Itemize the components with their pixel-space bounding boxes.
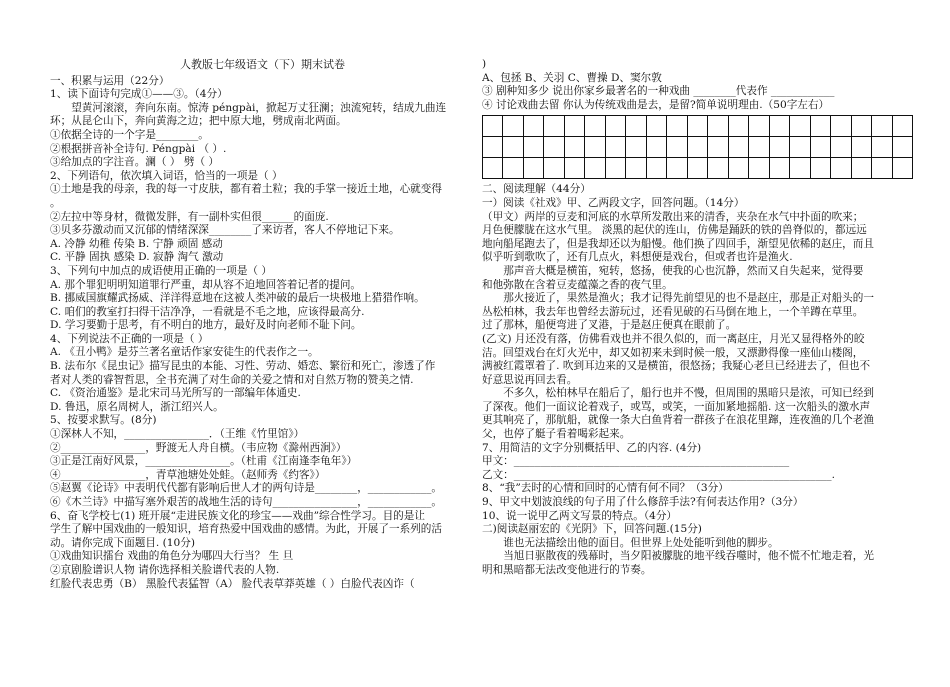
answer-grid-cell[interactable] bbox=[544, 137, 564, 158]
left-column bbox=[50, 58, 475, 591]
left-line: 者对人类的睿智哲思，全书充满了对生命的关爱之情和对自然万物的赞美之情. bbox=[50, 373, 414, 386]
left-line: 动。请你完成下面题目. (10分) bbox=[50, 536, 196, 549]
right_bottom-line: 7、用简洁的文字分别概括甲、乙的内容. (4分) bbox=[482, 441, 702, 454]
left-line: C. 平静 固执 感染 D. 寂静 淘气 激动 bbox=[50, 251, 224, 264]
right_bottom-line: 过了那林，船便弯进了叉港，于是赵庄便真在眼前了。 bbox=[482, 319, 737, 332]
answer-grid-cell[interactable] bbox=[544, 116, 564, 137]
right_bottom-line: 谁也无法描绘出他的面目。但世界上处处能听到他的脚步。 bbox=[503, 536, 779, 549]
right_bottom-line: 当旭日驱散夜的残幕时，当夕阳被朦胧的地平线吞噬时，他不慌不忙地走着，光 bbox=[503, 550, 874, 563]
right_bottom-line: 不多久，松柏林早在船后了，船行也并不慢，但周围的黑暗只是浓，可知已经到 bbox=[503, 387, 874, 400]
answer-grid-cell[interactable] bbox=[524, 158, 544, 179]
right_bottom-line: 好意思说再回去看。 bbox=[482, 373, 578, 386]
answer-grid-cell[interactable] bbox=[749, 137, 769, 158]
answer-grid-cell[interactable] bbox=[606, 137, 626, 158]
left-line: 3、下列句中加点的成语使用正确的一项是（ ） bbox=[50, 264, 272, 277]
right_bottom-line: 明和黑暗都无法改变他进行的节奏。 bbox=[482, 564, 652, 576]
answer-grid[interactable] bbox=[482, 115, 913, 179]
answer-grid-cell[interactable] bbox=[524, 137, 544, 158]
answer-grid-cell[interactable] bbox=[667, 137, 687, 158]
answer-grid-cell[interactable] bbox=[483, 158, 503, 179]
right_top-line: A、包拯 B、关羽 C、曹操 D、窦尔敦 bbox=[482, 71, 662, 84]
right_bottom-line: （甲文）两岸的豆麦和河底的水草所发散出来的清香，夹杂在水气中扑面的吹来； bbox=[482, 210, 864, 223]
answer-grid-cell[interactable] bbox=[688, 116, 708, 137]
answer-grid-cell[interactable] bbox=[565, 137, 585, 158]
answer-grid-cell[interactable] bbox=[893, 116, 913, 137]
right_bottom-line: 洁。回望戏台在灯火光中，却又如初来未到时候一般，又漂渺得像一座仙山楼阁， bbox=[482, 346, 864, 359]
left-line: ⑤赵翼《论诗》中表明代代都有影响后世人才的两句诗是________，____________。 bbox=[50, 482, 442, 495]
answer-grid-cell[interactable] bbox=[811, 116, 831, 137]
answer-grid-cell[interactable] bbox=[626, 158, 646, 179]
left-line: 1、读下面诗句完成①——③。（4分） bbox=[50, 88, 228, 101]
left-line: ①依据全诗的一个字是________。 bbox=[50, 128, 209, 141]
answer-grid-cell[interactable] bbox=[749, 116, 769, 137]
left-line: ①深林人不知，________________．（王维《竹里馆》） bbox=[50, 428, 305, 441]
answer-grid-cell[interactable] bbox=[483, 137, 503, 158]
answer-grid-cell[interactable] bbox=[483, 116, 503, 137]
answer-grid-cell[interactable] bbox=[708, 158, 728, 179]
left-line: 4、下列说法不正确的一项是（ ） bbox=[50, 332, 209, 345]
right_top-line: ④ 讨论戏曲去留 你认为传统戏曲是去，是留?简单说明理由.（50字左右） bbox=[482, 98, 830, 111]
answer-grid-cell[interactable] bbox=[729, 116, 749, 137]
right_bottom-line: 那火接近了，果然是渔火；我才记得先前望见的也不是赵庄，那是正对船头的一 bbox=[503, 292, 874, 305]
answer-grid-cell[interactable] bbox=[872, 116, 892, 137]
answer-grid-cell[interactable] bbox=[852, 116, 872, 137]
answer-grid-cell[interactable] bbox=[708, 116, 728, 137]
right_bottom-line: 甲文：____________________________________________________ bbox=[482, 455, 790, 468]
left-line: D. 学习要勤于思考，有不明白的地方，最好及时向老师不耻下问。 bbox=[50, 319, 362, 332]
left-line: A. 冷静 幼稚 传染 B. 宁静 顽固 感动 bbox=[50, 237, 223, 250]
answer-grid-cell[interactable] bbox=[770, 137, 790, 158]
answer-grid-cell[interactable] bbox=[565, 116, 585, 137]
left-line: B. 法布尔《昆虫记》描写昆虫的本能、习性、劳动、婚恋、繁衍和死亡，渗透了作 bbox=[50, 360, 436, 373]
right_bottom-line: 一）阅读《社戏》甲、乙两段文字，回答问题。（14分） bbox=[482, 196, 745, 209]
answer-grid-cell[interactable] bbox=[606, 158, 626, 179]
left-line: 望黄河滚滚，奔向东南。惊涛 péngpài，掀起万丈狂澜；浊流宛转，结成九曲连 bbox=[71, 101, 447, 114]
answer-grid-cell[interactable] bbox=[729, 158, 749, 179]
answer-grid-cell[interactable] bbox=[688, 137, 708, 158]
answer-grid-cell[interactable] bbox=[647, 137, 667, 158]
right_bottom-line: 那声音大概是横笛，宛转，悠扬，使我的心也沉静，然而又自失起来，觉得要 bbox=[503, 264, 864, 277]
right_bottom-line: 地向船尾跑去了，但是我却还以为船慢。他们换了四回手，渐望见依稀的赵庄，而且 bbox=[482, 237, 874, 250]
left-line: C. 咱们的教室打扫得干洁净净，一看就是不毛之地，应该得最高分. bbox=[50, 305, 365, 318]
left-line: ④________________，青草池塘处处蛙。（赵师秀《约客》） bbox=[50, 468, 326, 481]
answer-grid-cell[interactable] bbox=[872, 158, 892, 179]
answer-grid-cell[interactable] bbox=[831, 137, 851, 158]
right-bottom-content bbox=[482, 183, 922, 577]
answer-grid-cell[interactable] bbox=[893, 158, 913, 179]
left-line: 学生了解中国戏曲的一般知识，培育热爱中国戏曲的感情。为此，开展了一系列的活 bbox=[50, 523, 442, 536]
left-line: 红脸代表忠勇（B） 黑脸代表猛智（A） 脸代表草莽英雄（ ）白脸代表凶诈（ bbox=[50, 577, 415, 590]
answer-grid-cell[interactable] bbox=[503, 137, 523, 158]
left-line: ②根据拼音补全诗句. Péngpài （ ）. bbox=[50, 142, 227, 155]
left-line: ①土地是我的母亲，我的每一寸皮肤，都有着土粒；我的手掌一接近土地，心就变得 bbox=[50, 183, 442, 196]
left-line: ②京剧脸谱识人物 请你选择相关脸谱代表的人物. bbox=[50, 563, 280, 576]
answer-grid-cell[interactable] bbox=[852, 137, 872, 158]
answer-grid-cell[interactable] bbox=[770, 116, 790, 137]
left-line: 。 bbox=[50, 196, 61, 209]
right_bottom-line: 8、“我”去时的心情和回时的心情有何不同？（3分） bbox=[482, 482, 729, 495]
answer-grid-cell[interactable] bbox=[790, 116, 810, 137]
right_bottom-line: (乙文) 月还没有落，仿佛看戏也并不很久似的，而一离赵庄，月光又显得格外的皎 bbox=[482, 332, 865, 345]
answer-grid-cell[interactable] bbox=[811, 158, 831, 179]
right-column bbox=[482, 58, 922, 578]
answer-grid-cell[interactable] bbox=[667, 116, 687, 137]
left-line: ③给加点的字注音。澜（ ） 劈（ ） bbox=[50, 156, 220, 169]
left-line: 6、奋飞学校七(1) 班开展“走进民族文化的珍宝——戏曲”综合性学习。目的是让 bbox=[50, 509, 425, 522]
right_bottom-line: 二、阅读理解（44分） bbox=[482, 183, 591, 196]
right_bottom-line: 10、说一说甲乙两文写景的特点。（4分） bbox=[482, 509, 678, 522]
right-top-content bbox=[482, 58, 922, 112]
answer-grid-cell[interactable] bbox=[729, 137, 749, 158]
right_bottom-line: 乙文：____________________________________________________________. bbox=[482, 468, 835, 481]
answer-grid-cell[interactable] bbox=[770, 158, 790, 179]
right_bottom-line: 月色便朦胧在这水气里。 淡黑的起伏的连山，仿佛是踊跃的铁的兽脊似的，都远远 bbox=[482, 224, 867, 237]
answer-grid-cell[interactable] bbox=[606, 116, 626, 137]
answer-grid-cell[interactable] bbox=[503, 158, 523, 179]
answer-grid-cell[interactable] bbox=[626, 116, 646, 137]
left-line: ①戏曲知识擂台 戏曲的角色分为哪四大行当？ 生 旦 bbox=[50, 550, 294, 563]
right_bottom-line: 满被红霞罩着了. 吹到耳边来的又是横笛，很悠扬；我疑心老旦已经进去了，但也不 bbox=[482, 360, 871, 373]
right_bottom-line: 丛松柏林，我去年也曾经去游玩过，还看见破的石马倒在地上，一个羊蹲在草里。 bbox=[482, 305, 864, 318]
answer-grid-cell[interactable] bbox=[503, 116, 523, 137]
answer-grid-cell[interactable] bbox=[811, 137, 831, 158]
right_bottom-line: 二)阅读赵丽宏的《光阴》下，回答问题.(15分) bbox=[482, 523, 702, 536]
answer-grid-cell[interactable] bbox=[790, 158, 810, 179]
right_bottom-line: 和他弥散在含着豆麦蕴藻之香的夜气里。 bbox=[482, 278, 673, 291]
right_bottom-line: 更其响亮了，那航船，就像一条大白鱼背着一群孩子在浪花里蹿，连夜渔的几个老渔 bbox=[482, 414, 874, 427]
answer-grid-cell[interactable] bbox=[626, 137, 646, 158]
left-line: A. 那个罪犯明明知道罪行严重，却从容不迫地回答着记者的提问。 bbox=[50, 278, 362, 291]
answer-grid-cell[interactable] bbox=[667, 158, 687, 179]
answer-grid-cell[interactable] bbox=[524, 116, 544, 137]
right_bottom-line: 父，也停了艇子看着喝彩起来。 bbox=[482, 428, 631, 441]
left-line: ③贝多芬激动而又沉郁的情绪深深________了来访者，客人不停地记下来。 bbox=[50, 224, 400, 237]
answer-grid-cell[interactable] bbox=[585, 116, 605, 137]
answer-grid-cell[interactable] bbox=[852, 158, 872, 179]
answer-grid-cell[interactable] bbox=[708, 137, 728, 158]
answer-grid-cell[interactable] bbox=[585, 137, 605, 158]
answer-grid-cell[interactable] bbox=[565, 158, 585, 179]
left-line: ②左拉中等身材，微微发胖，有一副朴实但很______的面庞. bbox=[50, 210, 329, 223]
page-title: 人教版七年级语文（下）期末试卷 bbox=[180, 58, 345, 71]
answer-grid-cell[interactable] bbox=[688, 158, 708, 179]
right_bottom-line: 9、甲文中划波浪线的句子用了什么修辞手法?有何表达作用?（3分） bbox=[482, 496, 804, 509]
left-line: B. 挪威国旗耀武扬威、洋洋得意地在这被人类冲破的最后一块极地上猎猎作响。 bbox=[50, 292, 425, 305]
right_top-line: ③ 剧种知多少 说出你家乡最著名的一种戏曲 ________代表作 ____________ bbox=[482, 85, 835, 98]
answer-grid-cell[interactable] bbox=[893, 137, 913, 158]
left-line: D. 鲁迅，原名周树人，浙江绍兴人。 bbox=[50, 400, 224, 413]
left-line: ③正是江南好风景，________________。（杜甫《江南逢李龟年》） bbox=[50, 455, 358, 468]
right_bottom-line: 了深夜。他们一面议论着戏子，或骂，或笑，一面加紧地摇船. 这一次船头的激水声 bbox=[482, 400, 871, 413]
answer-grid-cell[interactable] bbox=[647, 158, 667, 179]
answer-grid-cell[interactable] bbox=[647, 116, 667, 137]
answer-grid-cell[interactable] bbox=[544, 158, 564, 179]
answer-grid-cell[interactable] bbox=[872, 137, 892, 158]
left-line: ②________________，野渡无人舟自横。（韦应物《滁州西涧》） bbox=[50, 441, 347, 454]
answer-grid-cell[interactable] bbox=[831, 158, 851, 179]
left-line: 2、下列语句，依次填入词语，恰当的一项是（ ） bbox=[50, 169, 283, 182]
left-content bbox=[50, 75, 475, 592]
left-line: 5、按要求默写。(8分) bbox=[50, 414, 157, 427]
right_bottom-line: 似乎听到歌吹了，还有几点火，料想便是戏台，但或者也许是渔火. bbox=[482, 251, 793, 264]
left-line: ⑥《木兰诗》中描写塞外艰苦的战地生活的诗句________________，____________。 bbox=[50, 496, 442, 508]
answer-grid-cell[interactable] bbox=[831, 116, 851, 137]
answer-grid-cell[interactable] bbox=[585, 158, 605, 179]
answer-grid-cell[interactable] bbox=[790, 137, 810, 158]
left-line: 一、积累与运用（22分） bbox=[50, 74, 170, 87]
left-line: A. 《丑小鸭》是芬兰著名童话作家安徒生的代表作之一。 bbox=[50, 346, 319, 359]
left-line: 环；从昆仑山下，奔向黄海之边；把中原大地，劈成南北两面。 bbox=[50, 115, 347, 128]
left-line: C. 《资治通鉴》是北宋司马光所写的一部编年体通史. bbox=[50, 387, 301, 400]
answer-grid-cell[interactable] bbox=[749, 158, 769, 179]
right_top-line: ) bbox=[482, 58, 487, 70]
